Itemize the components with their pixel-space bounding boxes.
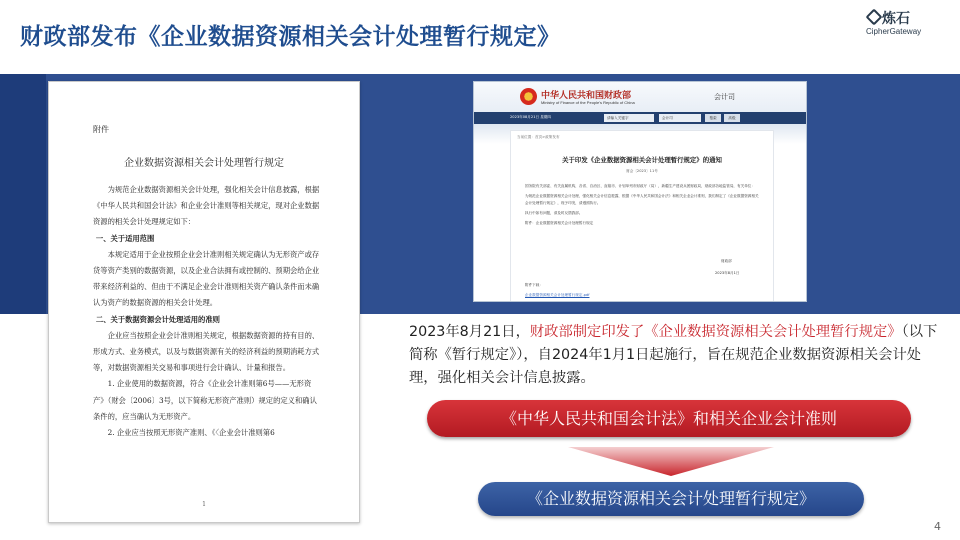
website-search-input[interactable]: 请输入关键字 (604, 114, 654, 122)
logo-name-cn: 炼石 (882, 11, 910, 27)
website-header (474, 82, 806, 112)
website-search-button[interactable]: 搜索 (705, 114, 721, 122)
summary-rest: （以下简称《暂行规定》），自2024年1月1日起施行，旨在规范企业数据资源相关会计处理，强化相关会计信息披露。 (409, 324, 938, 386)
notice-signature: 财政部 (721, 259, 732, 263)
logo-mark-icon (866, 9, 883, 26)
blue-band-accent (0, 74, 46, 314)
summary-highlight: 财政部制定印发了《企业数据资源相关会计处理暂行规定》 (529, 324, 902, 340)
website-org-name: 中华人民共和国财政部 (541, 91, 632, 101)
notice-attachment-link[interactable]: 企业数据资源相关会计处理暂行规定.pdf (525, 293, 590, 297)
document-paragraph: 2. 企业应当按照无形资产准则、《〈企业会计准则第6 (107, 428, 275, 438)
document-paragraph: 本规定适用于企业按照企业会计准则相关规定确认为无形资产或存货等资产类别的数据资源，以及企业合法拥有或控制的、预期会给企业带来经济利益的、但由于不满足企业会计准则相关资产确认条件而未确认为资产的数据资源的相关会计处理。 (93, 249, 320, 308)
website-content (510, 130, 774, 302)
summary-paragraph (409, 321, 941, 390)
notice-attachment-label: 附件下载： (525, 283, 543, 287)
website-scope-select[interactable]: 会计司 (659, 114, 701, 122)
document-paragraph: 为规范企业数据资源相关会计处理，强化相关会计信息披露，根据《中华人民共和国会计法》和企业会计准则等相关规定，现对企业数据资源的相关会计处理规定如下： (93, 185, 320, 227)
logo-name-en: CipherGateway (866, 27, 922, 36)
summary-date: 2023年8月21日， (409, 324, 530, 340)
down-arrow-icon (568, 447, 774, 476)
notice-sign-date: 2023年8月1日 (715, 271, 740, 275)
document-paragraph: 1. 企业使用的数据资源，符合《企业会计准则第6号——无形资产》（财会〔2006〕3号，以下简称无形资产准则）规定的定义和确认条件的，应当确认为无形资产。 (93, 379, 317, 421)
national-emblem-icon (520, 88, 537, 105)
notice-line: 为规范企业数据资源相关会计处理，强化相关会计信息披露，根据《中华人民共和国会计法》和相关企业会计准则，我们制定了《企业数据资源相关会计处理暂行规定》，现予印发，请遵照执行。 (525, 194, 759, 205)
notice-line: 附件：企业数据资源相关会计处理暂行规定 (525, 221, 594, 225)
website-advanced-button[interactable]: 高级 (724, 114, 740, 122)
document-attachment-label: 附件 (93, 125, 109, 134)
company-logo (866, 8, 952, 40)
document-title: 企业数据资源相关会计处理暂行规定 (124, 158, 284, 169)
document-body (93, 182, 321, 441)
regulation-pill: 《企业数据资源相关会计处理暂行规定》 (478, 482, 864, 516)
mof-website-screenshot (473, 81, 807, 302)
page-number: 4 (934, 520, 941, 533)
notice-doc-number: 财会〔2023〕11号 (626, 169, 658, 173)
source-law-pill: 《中华人民共和国会计法》和相关企业会计准则 (427, 400, 911, 437)
website-org-name-en: Ministry of Finance of the People's Republic of China (541, 100, 635, 105)
document-page-number: 1 (202, 501, 206, 508)
document-heading: 二、关于数据资源会计处理适用的准则 (95, 314, 220, 324)
breadcrumb[interactable]: 当前位置：首页>政策发布 (517, 135, 560, 139)
website-department: 会计司 (714, 93, 735, 101)
website-date: 2023年08月21日 星期四 (510, 115, 551, 119)
website-nav-bar (474, 112, 806, 124)
notice-title: 关于印发《企业数据资源相关会计处理暂行规定》的通知 (562, 156, 722, 164)
notice-body (525, 183, 761, 230)
notice-line: 国务院有关部委、有关直属机构，各省、自治区、直辖市、计划单列市财政厅（局），新疆生产建设兵团财政局，财政部各地监管局，有关单位： (525, 184, 755, 188)
regulation-document (48, 81, 360, 523)
notice-line: 执行中如有问题，请及时反馈我部。 (525, 211, 583, 215)
document-paragraph: 企业应当按照企业会计准则相关规定，根据数据资源的持有目的、形成方式、业务模式，以及与数据资源有关的经济利益的预期消耗方式等，对数据资源相关交易和事项进行会计确认、计量和报告。 (93, 330, 320, 373)
slide-title: 财政部发布《企业数据资源相关会计处理暂行规定》 (20, 24, 561, 50)
document-heading: 一、关于适用范围 (95, 233, 155, 243)
